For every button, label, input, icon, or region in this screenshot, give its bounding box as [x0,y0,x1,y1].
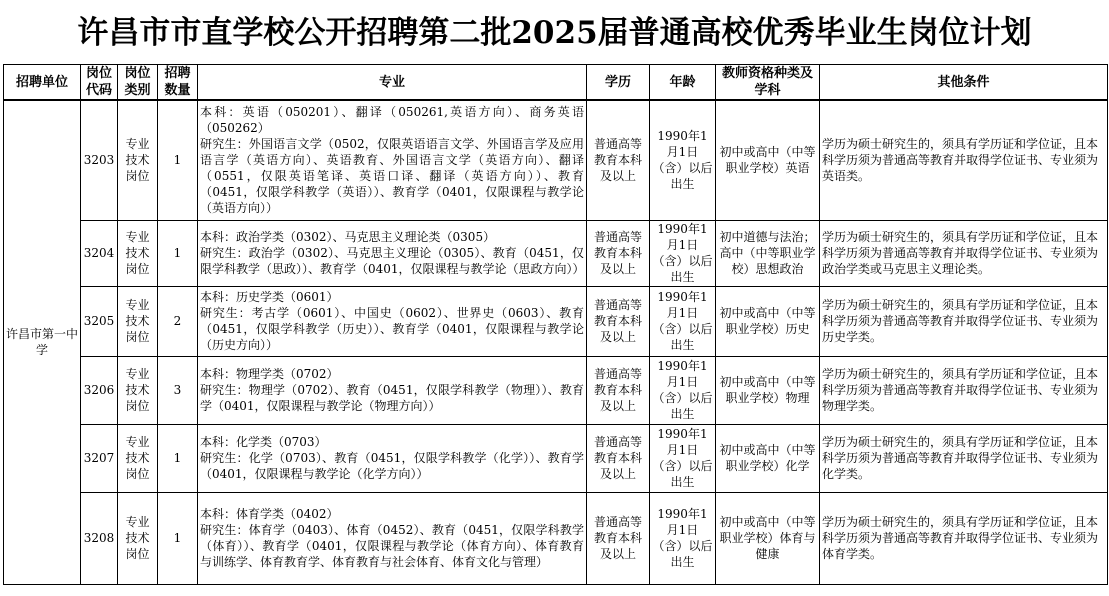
header-education: 学历 [587,65,650,101]
header-category: 岗位类别 [118,65,158,101]
age-cell: 1990年1月1日（含）以后出生 [650,100,716,220]
other-conditions-cell: 学历为硕士研究生的，须具有学历证和学位证，且本科学历须为普通高等教育并取得学位证书、专业须为化学类。 [820,424,1108,492]
header-row [4,65,1108,101]
table-row [4,492,1108,584]
major-cell: 本科：政治学类（0302）、马克思主义理论类（0305） 研究生：政治学（0302）、马克思主义理论（0305）、教育（0451，仅限学科教学（思政））、教育学（0401，仅限课程与教学论（思政方向）） [198,220,587,286]
header-major: 专业 [198,65,587,101]
category-cell: 专业技术岗位 [118,424,158,492]
header-code: 岗位代码 [81,65,118,101]
category-cell: 专业技术岗位 [118,492,158,584]
code-cell: 3206 [81,356,118,424]
header-qualification: 教师资格种类及学科 [716,65,820,101]
major-cell: 本科：历史学类（0601） 研究生：考古学（0601）、中国史（0602）、世界史（0603）、教育（0451，仅限学科教学（历史））、教育学（0401，仅限课程与教学论（历史方向）） [198,286,587,356]
qualification-cell: 初中道德与法治；高中（中等职业学校）思想政治 [716,220,820,286]
other-conditions-cell: 学历为硕士研究生的，须具有学历证和学位证，且本科学历须为普通高等教育并取得学位证书、专业须为体育学类。 [820,492,1108,584]
page-title: 许昌市市直学校公开招聘第二批2025届普通高校优秀毕业生岗位计划 [77,15,1032,51]
count-cell: 1 [158,492,198,584]
education-cell: 普通高等教育本科及以上 [587,492,650,584]
category-cell: 专业技术岗位 [118,286,158,356]
other-conditions-cell: 学历为硕士研究生的，须具有学历证和学位证，且本科学历须为普通高等教育并取得学位证书、专业须为政治学类或马克思主义理论类。 [820,220,1108,286]
unit-cell: 许昌市第一中学 [4,100,81,584]
education-cell: 普通高等教育本科及以上 [587,220,650,286]
table-row [4,424,1108,492]
category-cell: 专业技术岗位 [118,100,158,220]
count-cell: 1 [158,424,198,492]
table-body [4,100,1108,584]
count-cell: 1 [158,100,198,220]
other-conditions-cell: 学历为硕士研究生的，须具有学历证和学位证，且本科学历须为普通高等教育并取得学位证书、专业须为历史学类。 [820,286,1108,356]
major-cell: 本科：英语（050201）、翻译（050261,英语方向）、商务英语（050262） 研究生：外国语言文学（0502，仅限英语语言文学、外国语言学及应用语言学（英语方向）、英语教育、外国语言文学（英语方向）、翻译（0551，仅限英语笔译、英语口译、翻译（英语方向））、教育（0451，仅限学科教学（英语））、教育学（0401，仅限课程与教学论（英语方向）） [198,100,587,220]
major-cell: 本科：化学类（0703） 研究生：化学（0703）、教育（0451，仅限学科教学（化学））、教育学（0401，仅限课程与教学论（化学方向）） [198,424,587,492]
education-cell: 普通高等教育本科及以上 [587,286,650,356]
header-age: 年龄 [650,65,716,101]
code-cell: 3208 [81,492,118,584]
education-cell: 普通高等教育本科及以上 [587,356,650,424]
qualification-cell: 初中或高中（中等职业学校）化学 [716,424,820,492]
count-cell: 3 [158,356,198,424]
header-unit: 招聘单位 [4,65,81,101]
age-cell: 1990年1月1日（含）以后出生 [650,286,716,356]
age-cell: 1990年1月1日（含）以后出生 [650,424,716,492]
qualification-cell: 初中或高中（中等职业学校）体育与健康 [716,492,820,584]
header-count: 招聘数量 [158,65,198,101]
qualification-cell: 初中或高中（中等职业学校）历史 [716,286,820,356]
table-row [4,100,1108,220]
qualification-cell: 初中或高中（中等职业学校）英语 [716,100,820,220]
category-cell: 专业技术岗位 [118,356,158,424]
major-cell: 本科：物理学类（0702） 研究生：物理学（0702）、教育（0451，仅限学科教学（物理））、教育学（0401，仅限课程与教学论（物理方向）） [198,356,587,424]
code-cell: 3204 [81,220,118,286]
age-cell: 1990年1月1日（含）以后出生 [650,220,716,286]
table-row [4,286,1108,356]
table-row [4,220,1108,286]
table-header [4,65,1108,101]
education-cell: 普通高等教育本科及以上 [587,100,650,220]
category-cell: 专业技术岗位 [118,220,158,286]
age-cell: 1990年1月1日（含）以后出生 [650,356,716,424]
education-cell: 普通高等教育本科及以上 [587,424,650,492]
code-cell: 3203 [81,100,118,220]
qualification-cell: 初中或高中（中等职业学校）物理 [716,356,820,424]
age-cell: 1990年1月1日（含）以后出生 [650,492,716,584]
header-other: 其他条件 [820,65,1108,101]
major-cell: 本科：体育学类（0402） 研究生：体育学（0403）、体育（0452）、教育（0451，仅限学科教学（体育））、教育学（0401，仅限课程与教学论（体育方向）、体育教育与训练学、体育教育学、体育教育与社会体育、体育文化与管理） [198,492,587,584]
code-cell: 3207 [81,424,118,492]
recruitment-plan-table [3,64,1108,585]
table-row [4,356,1108,424]
count-cell: 1 [158,220,198,286]
count-cell: 2 [158,286,198,356]
other-conditions-cell: 学历为硕士研究生的，须具有学历证和学位证，且本科学历须为普通高等教育并取得学位证书、专业须为英语类。 [820,100,1108,220]
other-conditions-cell: 学历为硕士研究生的，须具有学历证和学位证，且本科学历须为普通高等教育并取得学位证书、专业须为物理学类。 [820,356,1108,424]
code-cell: 3205 [81,286,118,356]
